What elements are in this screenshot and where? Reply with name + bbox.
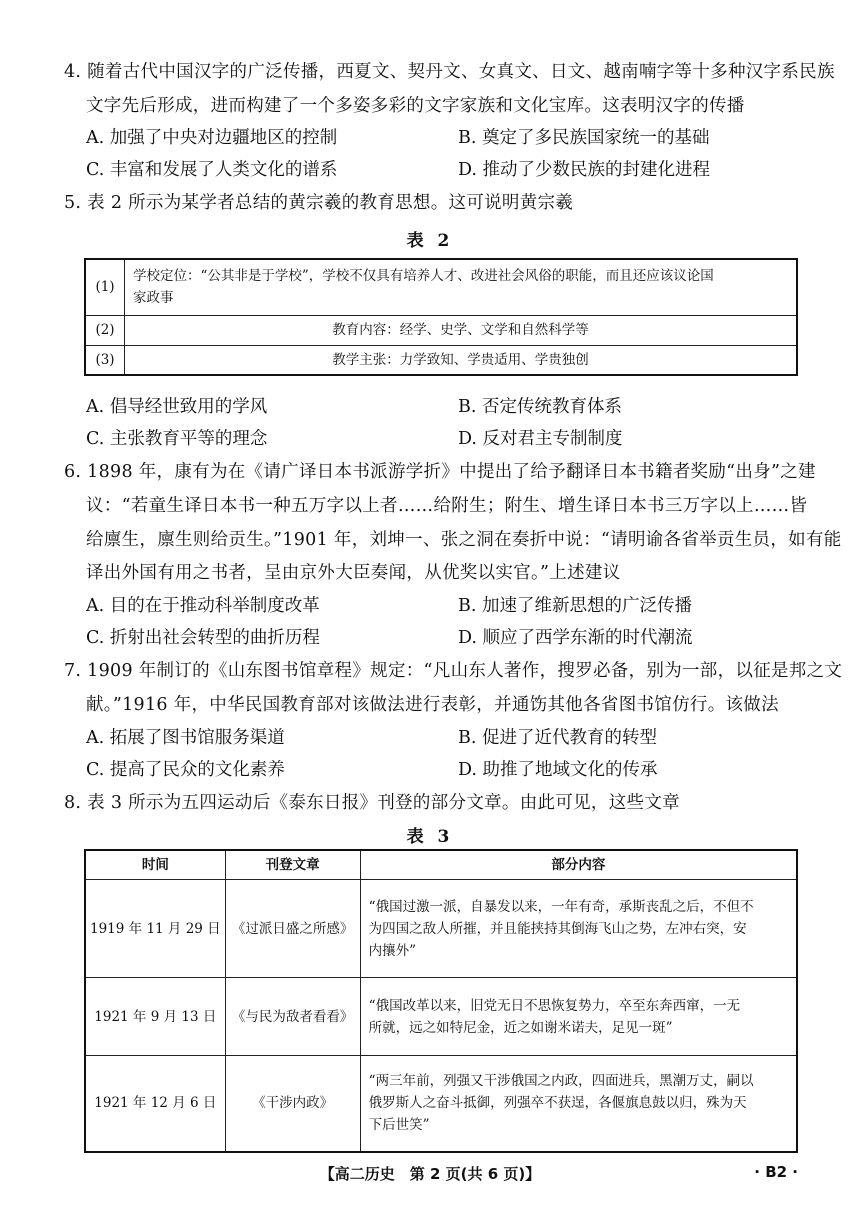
table-3-row-3-line-1: “两三年前，列强又干涉俄国之内政，四面进兵，黑潮万丈，嗣以 bbox=[368, 1073, 754, 1090]
q8-stem-line-1: 8. 表 3 所示为五四运动后《泰东日报》刊登的部分文章。由此可见，这些文章 bbox=[64, 793, 680, 813]
table-2-row-1-num: (1) bbox=[85, 259, 125, 315]
table-header-row bbox=[85, 850, 797, 880]
q5-option-c[interactable]: C. 主张教育平等的理念 bbox=[86, 429, 268, 449]
table-3-row-1-time: 1919 年 11 月 29 日 bbox=[85, 880, 225, 978]
table-2-row-3-num: (3) bbox=[85, 345, 125, 375]
table-2-row-1-line-2: 家政事 bbox=[133, 290, 174, 307]
table-2-row-2-content: 教育内容：经学、史学、文学和自然科学等 bbox=[125, 315, 798, 345]
table-2-row-3-content: 教学主张：力学致知、学贵适用、学贵独创 bbox=[125, 345, 798, 375]
table-row bbox=[85, 315, 797, 345]
table-3-row-2-content bbox=[360, 978, 797, 1056]
table-3-row-1-line-1: “俄国过激一派，自暴发以来，一年有奇，承斯丧乱之后，不但不 bbox=[368, 898, 754, 915]
table-2-row-1-line-1: 学校定位：“公其非是于学校”，学校不仅具有培养人才、改进社会风俗的职能，而且还应该议论国 bbox=[133, 268, 714, 285]
table-3-row-3-time: 1921 年 12 月 6 日 bbox=[85, 1056, 225, 1152]
table-3-row-1-title: 《过派日盛之所感》 bbox=[225, 880, 360, 978]
table-3-row-1-content bbox=[360, 880, 797, 978]
table-3-row-2-line-1: “俄国改革以来，旧党无日不思恢复势力，卒至东奔西窜，一无 bbox=[368, 997, 741, 1014]
q7-option-d[interactable]: D. 助推了地域文化的传承 bbox=[458, 760, 658, 780]
table-3-row-2-time: 1921 年 9 月 13 日 bbox=[85, 978, 225, 1056]
q7-option-c[interactable]: C. 提高了民众的文化素养 bbox=[86, 760, 285, 780]
table-3-header-time: 时间 bbox=[85, 850, 225, 880]
table-3-row-1-line-3: 内攘外” bbox=[368, 942, 417, 959]
q5-stem-line-1: 5. 表 2 所示为某学者总结的黄宗羲的教育思想。这可说明黄宗羲 bbox=[64, 193, 574, 213]
q7-stem-line-1: 7. 1909 年制订的《山东图书馆章程》规定：“凡山东人著作，搜罗必备，别为一部，以征是邦之文 bbox=[64, 661, 843, 681]
table-3-row-3-content bbox=[360, 1056, 797, 1152]
table-row bbox=[85, 259, 797, 315]
q5-option-b[interactable]: B. 否定传统教育体系 bbox=[458, 397, 622, 417]
table-3-row-3-line-3: 下后世笑” bbox=[368, 1117, 430, 1134]
table-3 bbox=[84, 849, 798, 1153]
q4-option-c[interactable]: C. 丰富和发展了人类文化的谱系 bbox=[86, 160, 338, 180]
table-3-caption: 表 3 bbox=[406, 827, 454, 847]
page-footer: 【高二历史 第 2 页(共 6 页)】 bbox=[319, 1165, 541, 1183]
table-2-row-2-num: (2) bbox=[85, 315, 125, 345]
table-row bbox=[85, 978, 797, 1056]
page-code: · B2 · bbox=[754, 1163, 798, 1181]
table-3-row-2-title: 《与民为敌者看看》 bbox=[225, 978, 360, 1056]
table-3-header-title: 刊登文章 bbox=[225, 850, 360, 880]
table-row bbox=[85, 1056, 797, 1152]
q4-option-b[interactable]: B. 奠定了多民族国家统一的基础 bbox=[458, 128, 710, 148]
table-3-row-3-line-2: 俄罗斯人之奋斗抵御，列强卒不获逞，各偃旗息鼓以归，殊为天 bbox=[368, 1095, 747, 1112]
q6-option-c[interactable]: C. 折射出社会转型的曲折历程 bbox=[86, 628, 320, 648]
q4-option-a[interactable]: A. 加强了中央对边疆地区的控制 bbox=[86, 128, 338, 148]
q6-option-b[interactable]: B. 加速了维新思想的广泛传播 bbox=[458, 596, 692, 616]
table-row bbox=[85, 880, 797, 978]
table-row bbox=[85, 345, 797, 375]
table-2 bbox=[84, 258, 798, 376]
q4-stem-line-2: 文字先后形成，进而构建了一个多姿多彩的文字家族和文化宝库。这表明汉字的传播 bbox=[86, 96, 745, 116]
q6-stem-line-3: 给廪生，廪生则给贡生。”1901 年，刘坤一、张之洞在奏折中说：“请明谕各省举贡生员，如有能 bbox=[86, 530, 842, 550]
q7-stem-line-2: 献。”1916 年，中华民国教育部对该做法进行表彰，并通饬其他各省图书馆仿行。该做法 bbox=[86, 695, 779, 715]
table-2-row-1-content bbox=[125, 259, 798, 315]
table-2-caption: 表 2 bbox=[406, 231, 454, 251]
q5-option-a[interactable]: A. 倡导经世致用的学风 bbox=[86, 397, 268, 417]
q6-stem-line-1: 6. 1898 年，康有为在《请广译日本书派游学折》中提出了给予翻译日本书籍者奖励“出身”之建 bbox=[64, 462, 816, 482]
q4-option-d[interactable]: D. 推动了少数民族的封建化进程 bbox=[458, 160, 711, 180]
q6-option-d[interactable]: D. 顺应了西学东渐的时代潮流 bbox=[458, 628, 693, 648]
q6-stem-line-2: 议：“若童生译日本书一种五万字以上者……给附生；附生、增生译日本书三万字以上……皆 bbox=[86, 496, 808, 516]
table-3-row-1-line-2: 为四国之敌人所摧，并且能挟持其倒海飞山之势，左冲右突，安 bbox=[368, 920, 747, 937]
table-3-row-3-title: 《干涉内政》 bbox=[225, 1056, 360, 1152]
q6-stem-line-4: 译出外国有用之书者，呈由京外大臣奏闻，从优奖以实官。”上述建议 bbox=[86, 563, 621, 583]
q7-option-b[interactable]: B. 促进了近代教育的转型 bbox=[458, 728, 657, 748]
q5-option-d[interactable]: D. 反对君主专制制度 bbox=[458, 429, 623, 449]
table-3-header-content: 部分内容 bbox=[360, 850, 797, 880]
q6-option-a[interactable]: A. 目的在于推动科举制度改革 bbox=[86, 596, 320, 616]
q7-option-a[interactable]: A. 拓展了图书馆服务渠道 bbox=[86, 728, 285, 748]
q4-stem-line-1: 4. 随着古代中国汉字的广泛传播，西夏文、契丹文、女真文、日文、越南喃字等十多种汉字系民族 bbox=[64, 62, 835, 82]
table-3-row-2-line-2: 所就，远之如特尼金，近之如谢米诺夫，足见一斑” bbox=[368, 1019, 673, 1036]
